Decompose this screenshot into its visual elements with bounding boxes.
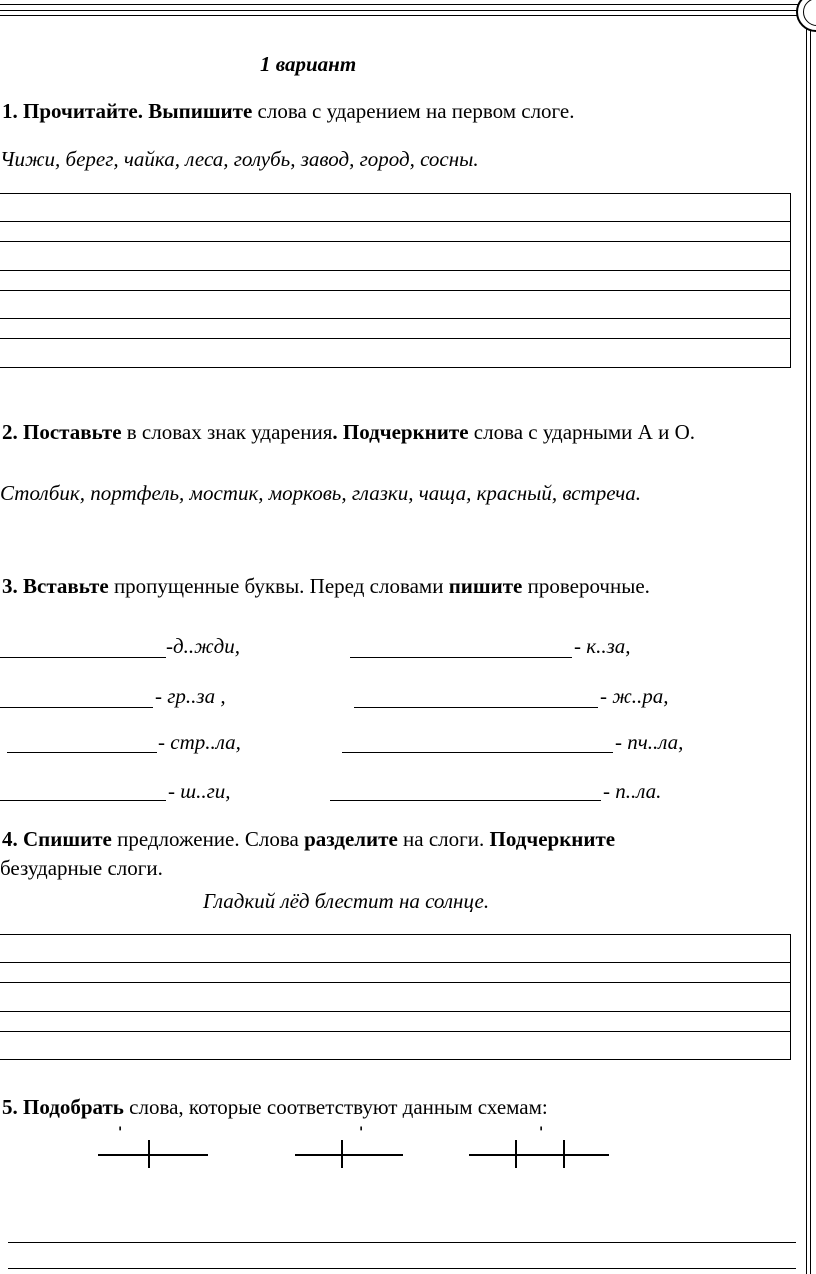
task3-item: - стр..ла, (158, 730, 241, 754)
task1-words: Чижи, берег, чайка, леса, голубь, завод, город, сосны. (0, 147, 479, 171)
right-border-line (810, 28, 811, 1274)
answer-blank[interactable] (350, 657, 572, 658)
task3-item: - гр..за , (155, 684, 226, 708)
task2-instruction (2, 420, 695, 444)
answer-blank[interactable] (330, 800, 601, 801)
task3-item: - пч..ла, (615, 730, 684, 754)
task4-instruction (2, 827, 615, 851)
task3-item: - п..ла. (603, 779, 662, 803)
answer-blank[interactable] (0, 800, 166, 801)
task1-number: 1. (2, 99, 18, 123)
answer-blank[interactable] (0, 707, 153, 708)
task2-instruction-text: в словах знак ударения (121, 420, 333, 444)
task3-instruction-text: пропущенные буквы. Перед словами (108, 574, 449, 598)
task4-instruction-line2: безударные слоги. (0, 856, 163, 880)
task4-instruction-text-2: на слоги. (397, 827, 490, 851)
stress-mark: ' (359, 1125, 364, 1141)
task1-bold-verbs: Прочитайте. Выпишите (23, 99, 253, 123)
right-border-line (806, 28, 807, 1274)
task3-item: -д..жди, (166, 634, 241, 658)
answer-line[interactable] (8, 1242, 796, 1243)
task1-instruction (2, 99, 574, 123)
task5-instruction-text: слова, которые соответствуют данным схемам: (123, 1095, 548, 1119)
task3-number: 3. (2, 574, 18, 598)
answer-blank[interactable] (7, 752, 157, 753)
top-border-line (0, 4, 806, 5)
task4-instruction-text: предложение. Слова (111, 827, 305, 851)
task2-words: Столбик, портфель, мостик, морковь, глазки, чаща, красный, встреча. (0, 481, 642, 505)
top-border-line (0, 10, 806, 11)
task3-bold-verb-2: пишите (448, 574, 523, 598)
answer-line[interactable] (8, 1268, 796, 1269)
task3-item: - ж..ра, (600, 684, 669, 708)
task2-bold-verb-2: . Подчеркните (332, 420, 469, 444)
task3-instruction-rest: проверочные. (522, 574, 650, 598)
syllable-scheme-3 (469, 1126, 611, 1166)
variant-title: 1 вариант (260, 52, 357, 76)
task5-instruction (2, 1095, 548, 1119)
task2-bold-verb: Поставьте (23, 420, 122, 444)
task4-bold-verb-3: Подчеркните (489, 827, 616, 851)
stress-mark: ' (539, 1125, 544, 1141)
syllable-scheme-1 (98, 1126, 210, 1166)
task5-number: 5. (2, 1095, 18, 1119)
task3-bold-verb: Вставьте (23, 574, 109, 598)
task5-bold-verb: Подобрать (23, 1095, 124, 1119)
stress-mark: ' (118, 1125, 123, 1141)
task2-instruction-rest: слова с ударными А и О. (468, 420, 695, 444)
top-border-line (0, 15, 806, 16)
task1-writing-lines[interactable] (0, 193, 791, 368)
task3-instruction (2, 574, 650, 598)
task3-item: - к..за, (574, 634, 631, 658)
answer-blank[interactable] (354, 707, 598, 708)
task4-writing-lines[interactable] (0, 934, 791, 1060)
syllable-scheme-2 (295, 1126, 407, 1166)
task2-number: 2. (2, 420, 18, 444)
task1-instruction-text: слова с ударением на первом слоге. (252, 99, 575, 123)
answer-blank[interactable] (342, 752, 613, 753)
task3-item: - ш..ги, (168, 779, 231, 803)
task4-number: 4. (2, 827, 18, 851)
task4-bold-verb-2: разделите (304, 827, 398, 851)
answer-blank[interactable] (0, 657, 166, 658)
task4-bold-verb: Спишите (23, 827, 112, 851)
task4-sentence: Гладкий лёд блестит на солнце. (203, 889, 490, 913)
